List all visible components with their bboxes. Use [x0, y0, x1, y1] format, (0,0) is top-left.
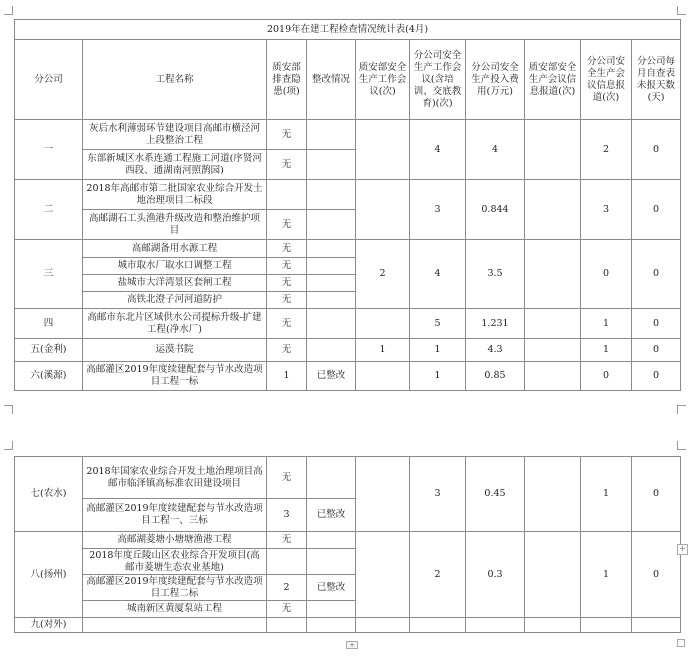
info-hq-cell [525, 457, 581, 532]
info-branch-cell: 3 [581, 180, 632, 240]
meet-hq-cell [356, 618, 410, 633]
table-title: 2019年在建工程检查情况统计表(4月) [15, 20, 681, 40]
rectify-cell [307, 120, 356, 150]
info-branch-cell: 0 [581, 240, 632, 309]
invest-cell [466, 618, 525, 633]
days-cell: 0 [632, 339, 681, 362]
header-invest: 分公司安全生产投入费用(万元) [466, 40, 525, 120]
rectify-cell [307, 180, 356, 210]
meet-branch-cell: 4 [410, 120, 466, 180]
hazard-cell [267, 180, 307, 210]
hazard-cell: 无 [267, 457, 307, 499]
header-project: 工程名称 [83, 40, 267, 120]
rectify-cell [307, 549, 356, 575]
hazard-cell [267, 549, 307, 575]
project-name-cell: 城市取水厂取水口调整工程 [83, 258, 267, 275]
project-name-cell [83, 618, 267, 633]
rectify-cell: 已整改 [307, 575, 356, 601]
project-name-cell: 2018年高邮市第二批国家农业综合开发土地治理项目二标段 [83, 180, 267, 210]
page-corner-mark [677, 6, 686, 15]
info-branch-cell: 0 [581, 362, 632, 391]
meet-branch-cell: 5 [410, 309, 466, 339]
project-name-cell: 高邮灌区2019年度续建配套与节水改造项目工程一标 [83, 362, 267, 391]
header-hazard: 质安部排查隐患(项) [267, 40, 307, 120]
hazard-cell: 无 [267, 339, 307, 362]
add-row-handle[interactable]: + [346, 641, 358, 649]
header-rectify: 整改情况 [307, 40, 356, 120]
project-name-cell: 盐城市大洋湾景区套闸工程 [83, 275, 267, 292]
project-name-cell: 高邮市东北片区域供水公司提标升级-扩建工程(净水厂) [83, 309, 267, 339]
table-row [15, 180, 681, 210]
rectify-cell: 已整改 [307, 362, 356, 391]
hazard-cell: 无 [267, 240, 307, 258]
invest-cell: 0.85 [466, 362, 525, 391]
page-corner-mark [4, 405, 13, 414]
invest-cell: 3.5 [466, 240, 525, 309]
project-name-cell: 东部新城区水系连通工程施工河道(序贤河西段、通湖南河照鹊园) [83, 150, 267, 180]
project-name-cell: 高邮湖菱塘小塘塘渔港工程 [83, 532, 267, 549]
table-resize-handle[interactable] [677, 639, 685, 647]
rectify-cell [307, 150, 356, 180]
rectify-cell [307, 309, 356, 339]
table-row [15, 120, 681, 150]
invest-cell: 0.45 [466, 457, 525, 532]
meet-branch-cell: 1 [410, 362, 466, 391]
meet-branch-cell: 2 [410, 532, 466, 618]
stats-table-part2 [14, 456, 681, 633]
project-name-cell: 灰后水利薄弱环节建设项目高邮市横泾河上段整治工程 [83, 120, 267, 150]
hazard-cell: 1 [267, 362, 307, 391]
header-company: 分公司 [15, 40, 83, 120]
info-branch-cell [581, 618, 632, 633]
meet-branch-cell: 4 [410, 240, 466, 309]
rectify-cell [307, 601, 356, 618]
rectify-cell [307, 292, 356, 309]
days-cell: 0 [632, 309, 681, 339]
rectify-cell [307, 210, 356, 240]
days-cell: 0 [632, 362, 681, 391]
company-cell: 六(溪源) [15, 362, 83, 391]
rectify-cell [307, 532, 356, 549]
header-meet-hq: 质安部安全生产工作会议(次) [356, 40, 410, 120]
invest-cell: 4.3 [466, 339, 525, 362]
info-hq-cell [525, 309, 581, 339]
rectify-cell [307, 258, 356, 275]
page-corner-mark [677, 405, 686, 414]
hazard-cell: 无 [267, 258, 307, 275]
rectify-cell [307, 240, 356, 258]
table-row [15, 240, 681, 258]
table-row [15, 618, 681, 633]
project-name-cell: 高邮灌区2019年度续建配套与节水改造项目工程一、三标 [83, 499, 267, 532]
meet-hq-cell [356, 457, 410, 532]
rectify-cell [307, 339, 356, 362]
project-name-cell: 运漠书院 [83, 339, 267, 362]
company-cell: 八(扬州) [15, 532, 83, 618]
project-name-cell: 高邮湖备用水源工程 [83, 240, 267, 258]
hazard-cell [267, 618, 307, 633]
project-name-cell: 高铁北澄子河河道防护 [83, 292, 267, 309]
info-branch-cell: 1 [581, 309, 632, 339]
hazard-cell: 无 [267, 120, 307, 150]
table-row [15, 457, 681, 499]
hazard-cell: 无 [267, 292, 307, 309]
info-hq-cell [525, 362, 581, 391]
project-name-cell: 城南新区黄厦泵站工程 [83, 601, 267, 618]
days-cell: 0 [632, 120, 681, 180]
days-cell: 0 [632, 180, 681, 240]
page-corner-mark [677, 441, 686, 450]
meet-hq-cell [356, 309, 410, 339]
info-hq-cell [525, 120, 581, 180]
project-name-cell: 2018年度丘陵山区农业综合开发项目(高邮市菱塘生态农业基地) [83, 549, 267, 575]
info-branch-cell: 1 [581, 339, 632, 362]
company-cell: 七(农水) [15, 457, 83, 532]
company-cell: 三 [15, 240, 83, 309]
meet-branch-cell [410, 618, 466, 633]
company-cell: 二 [15, 180, 83, 240]
meet-hq-cell [356, 120, 410, 180]
company-cell: 九(对外) [15, 618, 83, 633]
meet-hq-cell: 1 [356, 339, 410, 362]
info-branch-cell: 1 [581, 532, 632, 618]
company-cell: 五(金利) [15, 339, 83, 362]
meet-branch-cell: 1 [410, 339, 466, 362]
days-cell: 0 [632, 532, 681, 618]
invest-cell: 0.3 [466, 532, 525, 618]
days-cell [632, 618, 681, 633]
info-hq-cell [525, 240, 581, 309]
meet-hq-cell [356, 362, 410, 391]
page-corner-mark [4, 441, 13, 450]
hazard-cell: 3 [267, 499, 307, 532]
hazard-cell: 无 [267, 309, 307, 339]
invest-cell: 0.844 [466, 180, 525, 240]
rectify-cell [307, 457, 356, 499]
stats-table-part1 [14, 19, 681, 391]
company-cell: 一 [15, 120, 83, 180]
info-hq-cell [525, 180, 581, 240]
info-branch-cell: 1 [581, 457, 632, 532]
meet-hq-cell [356, 532, 410, 618]
days-cell: 0 [632, 457, 681, 532]
invest-cell: 4 [466, 120, 525, 180]
hazard-cell: 2 [267, 575, 307, 601]
days-cell: 0 [632, 240, 681, 309]
rectify-cell: 已整改 [307, 499, 356, 532]
hazard-cell: 无 [267, 275, 307, 292]
hazard-cell: 无 [267, 150, 307, 180]
project-name-cell: 高邮灌区2019年度续建配套与节水改造项目工程二标 [83, 575, 267, 601]
info-branch-cell: 2 [581, 120, 632, 180]
info-hq-cell [525, 618, 581, 633]
table-row [15, 309, 681, 339]
meet-hq-cell: 2 [356, 240, 410, 309]
hazard-cell: 无 [267, 532, 307, 549]
header-days: 分公司每月自查表未报天数(天) [632, 40, 681, 120]
meet-branch-cell: 3 [410, 180, 466, 240]
page-corner-mark [4, 6, 13, 15]
header-info-branch: 分公司安全生产会议信息报道(次) [581, 40, 632, 120]
meet-hq-cell [356, 180, 410, 240]
project-name-cell: 高邮湖石工头渔港升级改造和整治维护项目 [83, 210, 267, 240]
info-hq-cell [525, 532, 581, 618]
header-info-hq: 质安部安全生产会议信息报道(次) [525, 40, 581, 120]
meet-branch-cell: 3 [410, 457, 466, 532]
hazard-cell: 无 [267, 210, 307, 240]
rectify-cell [307, 275, 356, 292]
add-column-handle[interactable]: + [677, 544, 688, 555]
table-row [15, 362, 681, 391]
project-name-cell: 2018年国家农业综合开发土地治理项目高邮市临泽镇高标准农田建设项目 [83, 457, 267, 499]
header-meet-branch: 分公司安全生产工作会议(含培训、交底教育)(次) [410, 40, 466, 120]
table-row [15, 339, 681, 362]
invest-cell: 1.231 [466, 309, 525, 339]
info-hq-cell [525, 339, 581, 362]
table-row [15, 532, 681, 549]
rectify-cell [307, 618, 356, 633]
company-cell: 四 [15, 309, 83, 339]
hazard-cell: 无 [267, 601, 307, 618]
